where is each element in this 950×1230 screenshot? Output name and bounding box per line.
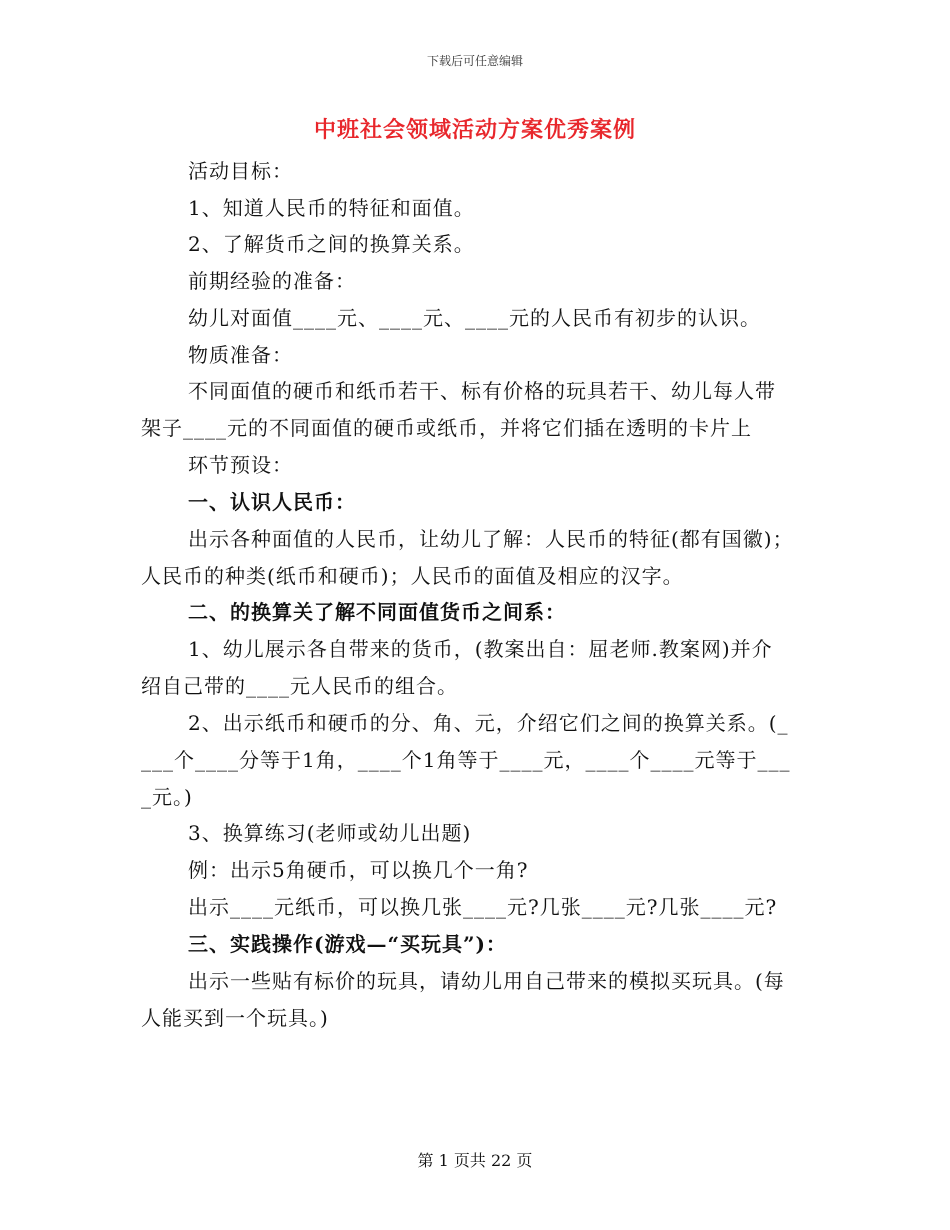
section-heading-materials: 物质准备： xyxy=(188,343,293,367)
materials-text-line-2: 架子____元的不同面值的硬币或纸币，并将它们插在透明的卡片上 xyxy=(141,416,752,440)
step-1-text-line-2: 人民币的种类(纸币和硬币)；人民币的面值及相应的汉字。 xyxy=(141,564,684,588)
example-line-1: 例：出示5角硬币，可以换几个一角? xyxy=(188,858,529,882)
section-heading-experience: 前期经验的准备： xyxy=(188,269,356,293)
step-2-item-1-line-1: 1、幼儿展示各自带来的货币，(教案出自：屈老师.教案网)并介 xyxy=(188,637,773,661)
step-1-text-line-1: 出示各种面值的人民币，让幼儿了解：人民币的特征(都有国徽)； xyxy=(188,527,794,551)
goal-item-2: 2、了解货币之间的换算关系。 xyxy=(188,232,475,256)
step-2-item-1-line-2: 绍自己带的____元人民币的组合。 xyxy=(141,674,458,698)
materials-text-line-1: 不同面值的硬币和纸币若干、标有价格的玩具若干、幼儿每人带 xyxy=(188,379,776,403)
step-2-item-2-line-1: 2、出示纸币和硬币的分、角、元，介绍它们之间的换算关系。(_ xyxy=(188,711,789,735)
step-2-item-2-line-2: ___个____分等于1角，____个1角等于____元，____个____元等于___ xyxy=(141,748,791,772)
step-2-heading: 二、的换算关了解不同面值货币之间系： xyxy=(188,600,566,624)
step-1-heading: 一、认识人民币： xyxy=(188,490,356,514)
page-header: 下载后可任意编辑 xyxy=(426,54,523,68)
goal-item-1: 1、知道人民币的特征和面值。 xyxy=(188,196,475,220)
section-heading-goals: 活动目标： xyxy=(188,159,293,183)
example-line-2: 出示____元纸币，可以换几张____元?几张____元?几张____元? xyxy=(188,895,778,919)
step-2-item-2-line-3: _元。) xyxy=(141,785,193,809)
page-footer: 第 1 页共 22 页 xyxy=(417,1151,533,1170)
step-3-heading: 三、实践操作(游戏—“买玩具”)： xyxy=(188,932,507,956)
experience-text: 幼儿对面值____元、____元、____元的人民币有初步的认识。 xyxy=(188,306,761,330)
step-3-text-line-2: 人能买到一个玩具。) xyxy=(141,1006,329,1030)
section-heading-steps: 环节预设： xyxy=(188,453,293,477)
step-2-item-3: 3、换算练习(老师或幼儿出题) xyxy=(188,821,472,845)
document-title: 中班社会领域活动方案优秀案例 xyxy=(313,117,636,143)
step-3-text-line-1: 出示一些贴有标价的玩具，请幼儿用自己带来的模拟买玩具。(每 xyxy=(188,969,785,993)
